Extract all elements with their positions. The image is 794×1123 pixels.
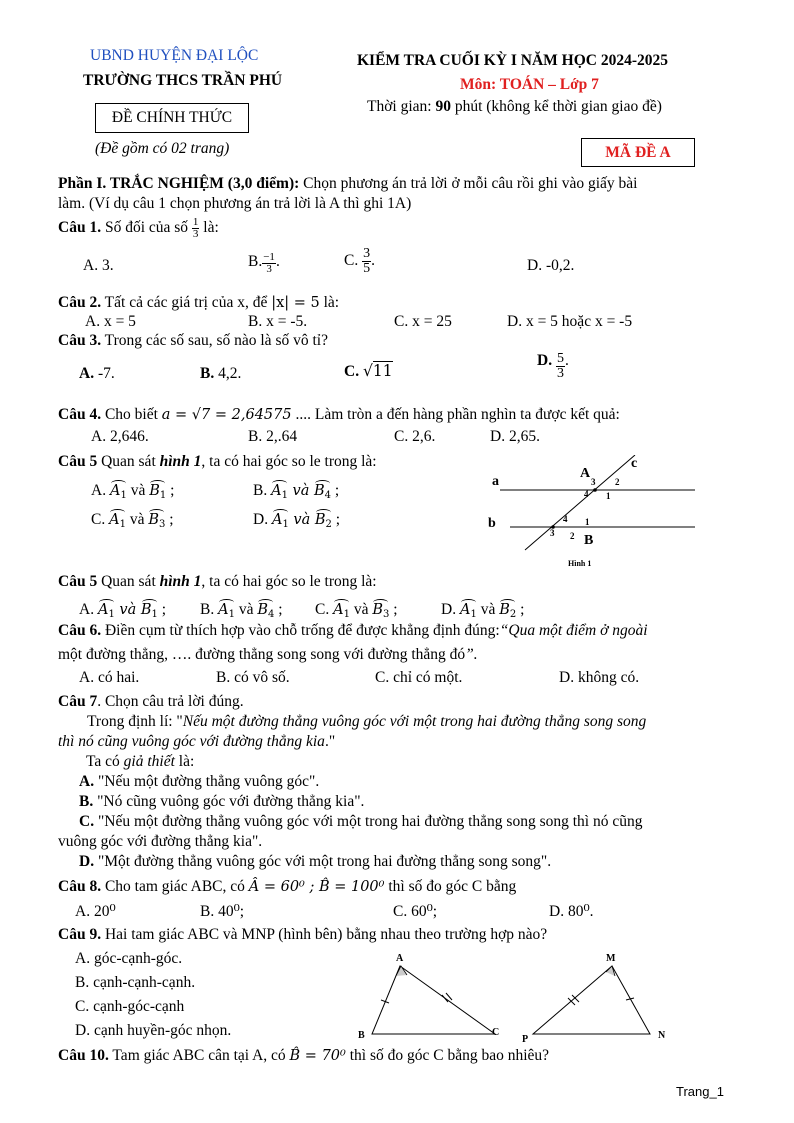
label-line-a: a: [492, 474, 499, 489]
official-label: ĐỀ CHÍNH THỨC: [111, 109, 233, 126]
q5b-stem: Câu 5 Quan sát hình 1, ta có hai góc so le trong là:: [58, 573, 377, 590]
q6-stem-line2: một đường thẳng, …. đường thẳng song song với đường thẳng đó”.: [58, 646, 478, 663]
exam-title: KIỂM TRA CUỐI KỲ I NĂM HỌC 2024-2025: [357, 52, 669, 69]
q8-stem: Câu 8. Cho tam giác ABC, có Â = 60⁰ ; B̂ = 100⁰ thì số đo góc C bằng: [58, 878, 517, 895]
svg-text:N: N: [658, 1030, 666, 1041]
q4-option-c: C. 2,6.: [394, 428, 436, 445]
q1-stem: Câu 1. Số đối của số $\frac{1}{3}$ là:: [58, 216, 219, 240]
exam-code: MÃ ĐỀ A: [581, 138, 695, 167]
q2-option-d: D. x = 5 hoặc x = -5: [507, 313, 633, 330]
q3-option-d: D. $\frac{5}{3}$ .: [537, 351, 569, 381]
label-line-c: c: [631, 456, 638, 471]
svg-text:4: 4: [563, 514, 568, 524]
exam-time: Thời gian: 90 phút (không kể thời gian giao đề): [367, 98, 662, 115]
q5-option-a: A. $A_1$ và $B_1$ ;: [91, 482, 175, 501]
pages-note: (Đề gồm có 02 trang): [95, 140, 230, 157]
page-number: Trang_1: [676, 1084, 724, 1099]
label-line-b: b: [488, 516, 496, 531]
svg-text:M: M: [606, 953, 616, 964]
svg-text:4: 4: [584, 489, 589, 499]
q9-option-d: D. cạnh huyền-góc nhọn.: [75, 1022, 232, 1039]
q7-stem: Câu 7. Chọn câu trả lời đúng.: [58, 693, 244, 710]
q5-option-c: C. $A_1$ và $B_3$ ;: [91, 511, 174, 530]
q5-option-d: D. $A_1$ và $B_2$ ;: [253, 511, 341, 530]
q7-hypothesis-prompt: Ta có giả thiết là:: [86, 753, 195, 770]
q6-option-c: C. chỉ có một.: [375, 669, 463, 686]
q7-theorem: Trong định lí: "Nếu một đường thẳng vuông góc với một trong hai đường thẳng song song: [87, 713, 647, 730]
q3-option-a: A. -7.: [79, 365, 115, 382]
label-point-b: B: [584, 533, 594, 548]
q1-option-c: C. $\frac{3}{5}$ .: [344, 246, 375, 276]
q1-option-b: B. $\frac{-1}{3}$ .: [248, 251, 280, 275]
official-badge: [95, 103, 249, 133]
q2-stem: Câu 2. Tất cả các giá trị của x, để |x| = 5 là:: [58, 294, 340, 311]
q6-option-a: A. có hai.: [79, 669, 140, 686]
svg-text:1: 1: [606, 491, 611, 501]
q2-option-c: C. x = 25: [394, 313, 452, 330]
part1-instructions: làm. (Ví dụ câu 1 chọn phương án trả lời là A thì ghi 1A): [58, 195, 412, 212]
svg-text:C: C: [492, 1027, 500, 1038]
q5-option-b: B. $A_1$ và $B_4$ ;: [253, 482, 340, 501]
q2-option-a: A. x = 5: [85, 313, 136, 330]
q8-option-b: B. 40⁰;: [200, 903, 245, 920]
q6-option-b: B. có vô số.: [216, 669, 290, 686]
school-name: TRƯỜNG THCS TRẦN PHÚ: [83, 72, 283, 89]
q4-stem: Câu 4. Cho biết a = √7 = 2,64575 .... Làm tròn a đến hàng phần nghìn ta được kết quả:: [58, 406, 620, 423]
q7-option-c-line2: vuông góc với đường thẳng kia".: [58, 833, 263, 850]
svg-text:B: B: [358, 1030, 365, 1041]
q1-option-d: D. -0,2.: [527, 257, 575, 274]
exam-subject: Môn: TOÁN – Lớp 7: [460, 76, 599, 93]
q6-stem: Câu 6. Điền cụm từ thích hợp vào chỗ trống để được khẳng định đúng:“Qua một điểm ở ngoài: [58, 622, 648, 639]
triangles-diagram: [350, 948, 680, 1043]
part1-heading: Phần I. TRẮC NGHIỆM (3,0 điểm): Chọn phương án trả lời ở mỗi câu rồi ghi vào giấy bài: [58, 175, 638, 192]
svg-text:A: A: [396, 953, 404, 964]
triangle-mnp: [533, 966, 650, 1034]
q9-option-b: B. cạnh-cạnh-cạnh.: [75, 974, 196, 991]
q3-stem: Câu 3. Trong các số sau, số nào là số vô tỉ?: [58, 332, 328, 349]
svg-text:3: 3: [591, 477, 596, 487]
q7-theorem-line2: thì nó cũng vuông góc với đường thẳng kia.": [58, 733, 336, 750]
q5b-options: A. $A_1$ và $B_1$ ;: [79, 601, 167, 620]
svg-text:3: 3: [550, 528, 555, 538]
q4-option-a: A. 2,646.: [91, 428, 149, 445]
svg-text:2: 2: [570, 531, 575, 541]
svg-text:2: 2: [615, 477, 620, 487]
q8-option-c: C. 60⁰;: [393, 903, 438, 920]
svg-text:1: 1: [585, 517, 590, 527]
district-name: UBND HUYỆN ĐẠI LỘC: [90, 47, 259, 64]
q2-option-b: B. x = -5.: [248, 313, 308, 330]
q5-stem: Câu 5 Quan sát hình 1, ta có hai góc so le trong là:: [58, 453, 377, 470]
figure-1-caption: Hình 1: [568, 559, 592, 568]
q3-option-c: C. √11: [344, 362, 393, 380]
q4-option-d: D. 2,65.: [490, 428, 540, 445]
triangle-abc: [372, 966, 495, 1034]
q7-option-a: A. "Nếu một đường thẳng vuông góc".: [79, 773, 320, 790]
q7-option-c: C. "Nếu một đường thẳng vuông góc với một trong hai đường thẳng song song thì nó cũng: [79, 813, 643, 830]
q9-option-a: A. góc-cạnh-góc.: [75, 950, 183, 967]
q9-stem: Câu 9. Hai tam giác ABC và MNP (hình bên) bằng nhau theo trường hợp nào?: [58, 926, 548, 943]
q6-option-d: D. không có.: [559, 669, 640, 686]
q1-option-a: A. 3.: [83, 257, 114, 274]
q8-option-d: D. 80⁰.: [549, 903, 594, 920]
q10-stem: Câu 10. Tam giác ABC cân tại A, có B̂ = 70⁰ thì số đo góc C bằng bao nhiêu?: [58, 1047, 550, 1064]
q9-option-c: C. cạnh-góc-cạnh: [75, 998, 185, 1015]
q7-option-d: D. "Một đường thẳng vuông góc với một trong hai đường thẳng song song".: [79, 853, 552, 870]
figure-1-diagram: [480, 455, 700, 570]
q8-option-a: A. 20⁰: [75, 903, 116, 920]
q7-option-b: B. "Nó cũng vuông góc với đường thẳng kia".: [79, 793, 365, 810]
q3-option-b: B. 4,2.: [200, 365, 242, 382]
q4-option-b: B. 2,.64: [248, 428, 298, 445]
svg-text:P: P: [522, 1034, 529, 1043]
label-point-a: A: [580, 466, 591, 481]
q1-fraction: $\frac{1}{3}$: [192, 216, 199, 240]
